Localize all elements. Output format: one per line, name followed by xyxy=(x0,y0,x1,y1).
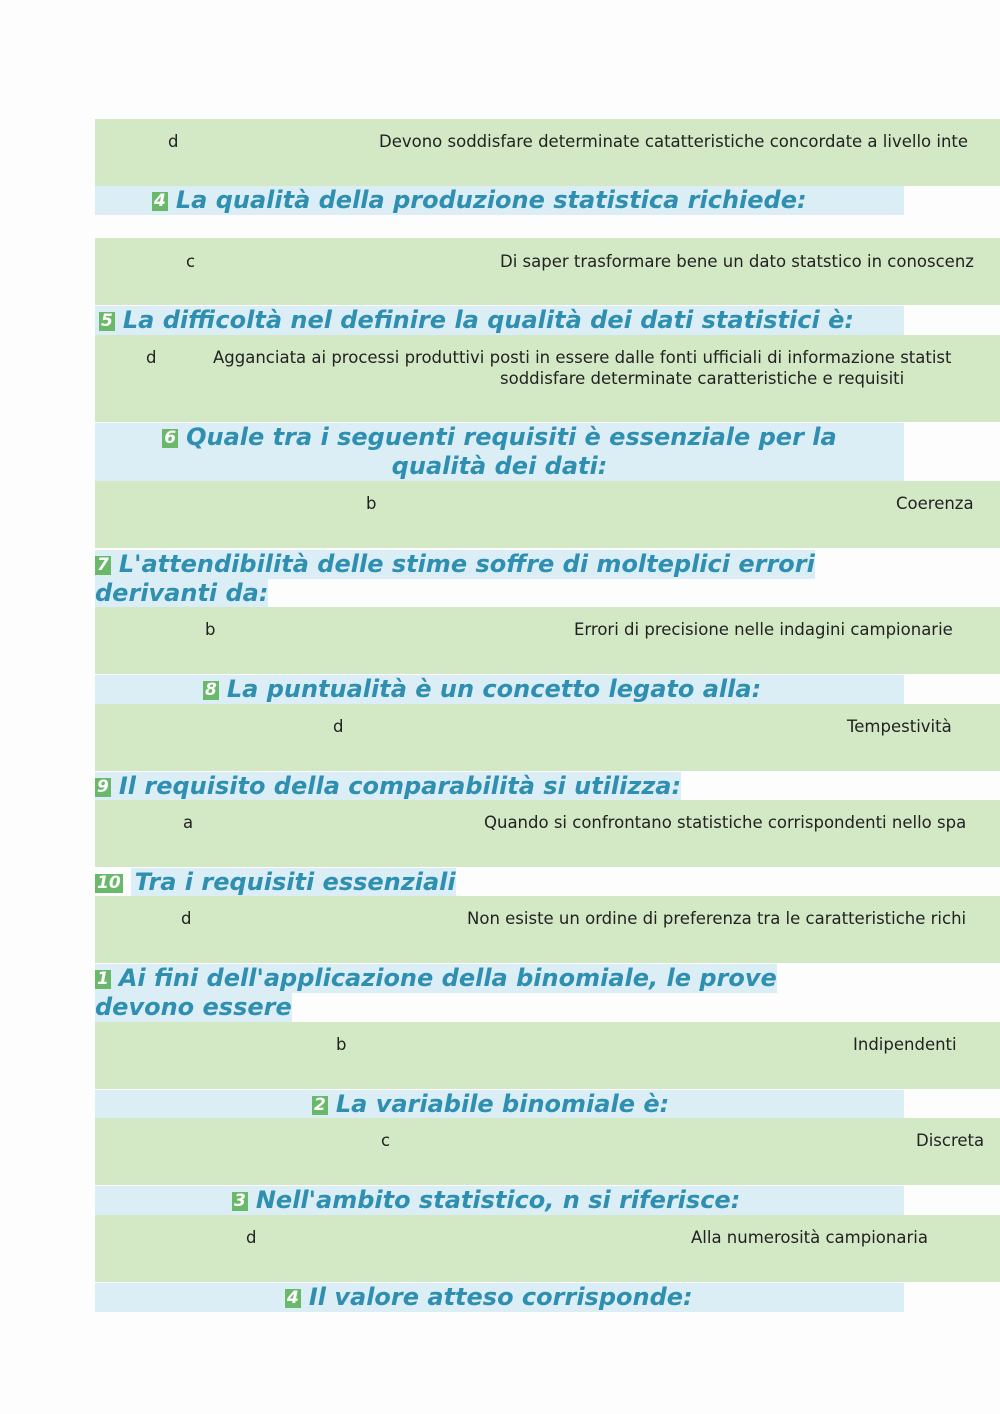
answer-letter: b xyxy=(366,494,377,513)
question-text: Il requisito della comparabilità si utilizza: xyxy=(118,772,682,800)
answer-text-line2: soddisfare determinate caratteristiche e requisiti xyxy=(500,369,905,388)
answer-letter: d xyxy=(146,348,157,367)
question-text-line2: qualità dei dati: xyxy=(391,452,608,480)
question-heading xyxy=(95,306,904,335)
question-number: 6 xyxy=(164,428,177,448)
question-number: 5 xyxy=(101,311,113,331)
question-text: Ai fini dell'applicazione della binomiale, le prove xyxy=(118,964,777,992)
question-heading xyxy=(95,423,904,481)
answer-letter: d xyxy=(246,1228,257,1247)
question-heading xyxy=(95,1283,904,1312)
answer-text: Discreta xyxy=(916,1131,985,1150)
question-number: 3 xyxy=(234,1191,246,1211)
question-number: 7 xyxy=(97,555,109,575)
question-text: La puntualità è un concetto legato alla: xyxy=(226,675,762,703)
answer-row xyxy=(95,1215,1000,1282)
question-text: Tra i requisiti essenziali xyxy=(131,868,456,897)
question-heading xyxy=(95,772,681,801)
question-heading xyxy=(95,964,925,1022)
answer-text: Indipendenti xyxy=(853,1035,957,1054)
answer-row xyxy=(95,238,1000,305)
question-number: 2 xyxy=(314,1095,326,1115)
answer-text: Alla numerosità campionaria xyxy=(691,1228,928,1247)
answer-letter: d xyxy=(181,909,192,928)
question-number: 10 xyxy=(97,873,121,893)
answer-text: Errori di precisione nelle indagini campionarie xyxy=(574,620,953,639)
question-heading xyxy=(95,675,904,704)
question-heading xyxy=(95,1090,904,1119)
question-heading xyxy=(95,868,456,897)
answer-letter: a xyxy=(183,813,194,832)
answer-row xyxy=(95,119,1000,186)
question-number: 4 xyxy=(154,191,166,211)
answer-text: Quando si confrontano statistiche corrispondenti nello spa xyxy=(484,813,967,832)
answer-row xyxy=(95,1022,1000,1089)
answer-text: Coerenza xyxy=(896,494,974,513)
answer-letter: d xyxy=(333,717,344,736)
answer-letter: d xyxy=(168,132,179,151)
answer-letter: c xyxy=(381,1131,391,1150)
question-text: La difficoltà nel definire la qualità dei dati statistici è: xyxy=(122,306,854,334)
answer-row xyxy=(95,896,1000,963)
answer-letter: b xyxy=(205,620,216,639)
question-text: Nell'ambito statistico, n si riferisce: xyxy=(255,1186,741,1214)
answer-row xyxy=(95,481,1000,548)
answer-row xyxy=(95,1118,1000,1185)
answer-letter: c xyxy=(186,252,196,271)
answer-text: Tempestività xyxy=(847,717,952,736)
question-text-line2: derivanti da: xyxy=(95,579,269,607)
answer-text: Devono soddisfare determinate catatteristiche concordate a livello inte xyxy=(379,132,969,151)
question-number: 4 xyxy=(287,1288,299,1308)
question-heading xyxy=(95,1186,904,1215)
answer-row xyxy=(95,800,1000,867)
answer-text: Di saper trasformare bene un dato statstico in conoscenz xyxy=(500,252,974,271)
answer-text: Non esiste un ordine di preferenza tra le caratteristiche richi xyxy=(467,909,967,928)
answer-row xyxy=(95,704,1000,771)
question-number: 1 xyxy=(97,969,109,989)
question-text-line2: devono essere xyxy=(95,993,292,1021)
answer-text: Agganciata ai processi produttivi posti in essere dalle fonti ufficiali di informazione statist xyxy=(213,348,952,367)
answer-row xyxy=(95,335,1000,422)
question-text: La qualità della produzione statistica richiede: xyxy=(175,186,807,214)
question-number: 9 xyxy=(97,777,109,797)
answer-letter: b xyxy=(336,1035,347,1054)
question-text: La variabile binomiale è: xyxy=(335,1090,670,1118)
question-number: 8 xyxy=(205,680,217,700)
question-heading xyxy=(95,186,904,215)
question-text: L'attendibilità delle stime soffre di molteplici errori xyxy=(118,550,815,578)
question-text: Quale tra i seguenti requisiti è essenziale per la xyxy=(186,423,837,451)
question-text: Il valore atteso corrisponde: xyxy=(308,1283,693,1311)
question-heading xyxy=(95,550,925,608)
answer-row xyxy=(95,607,1000,674)
